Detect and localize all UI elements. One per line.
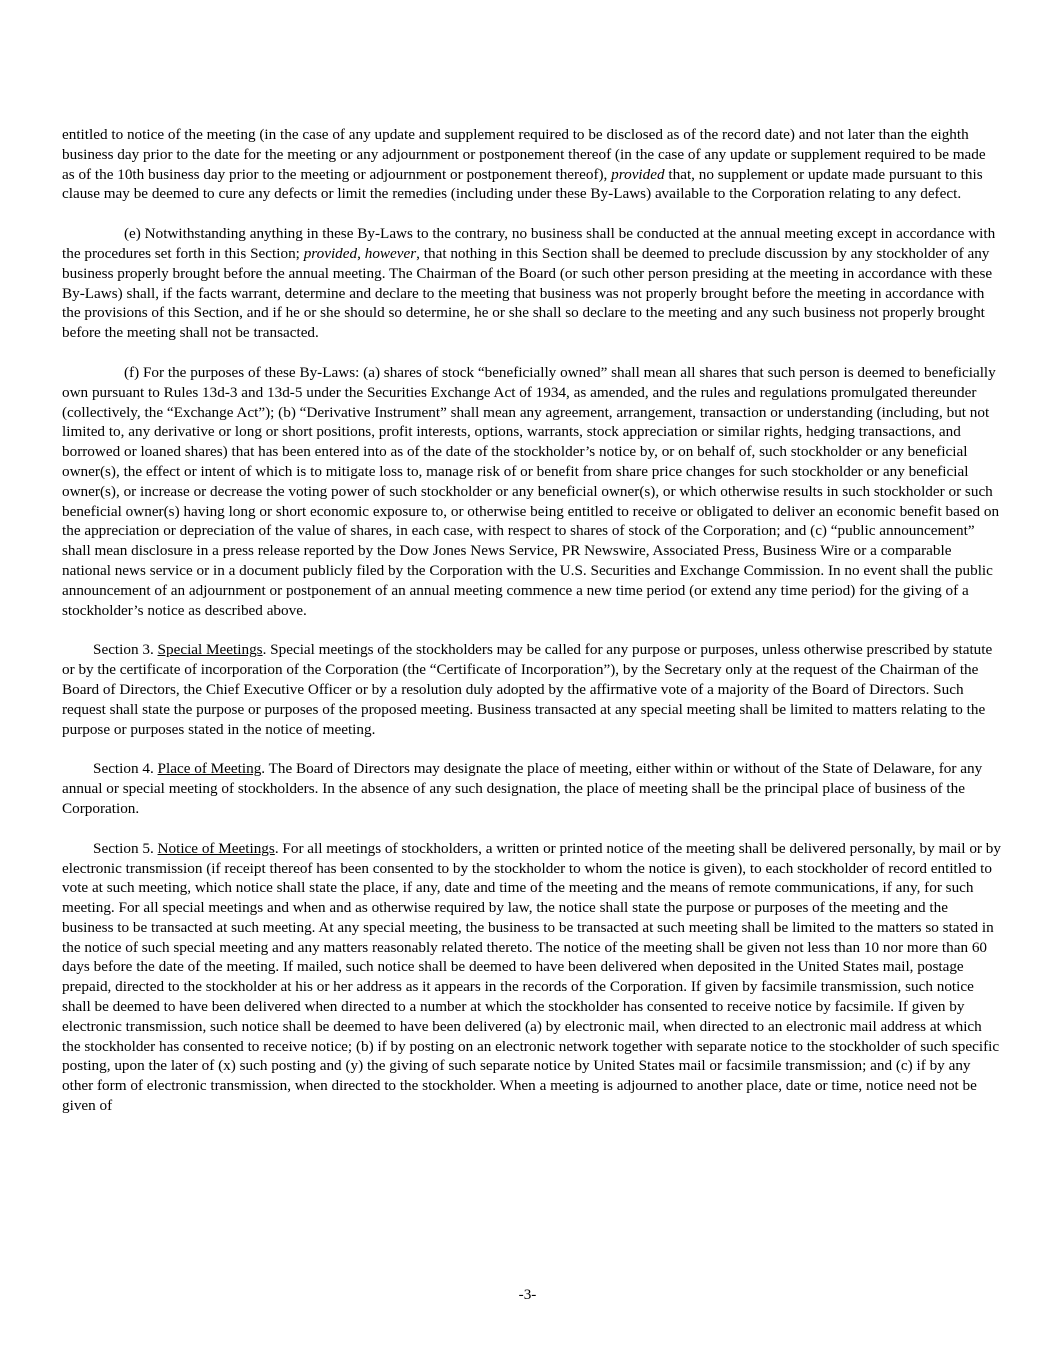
paragraph-text: , that nothing in this Section shall be deemed to preclude discussion by any stockholder of any business properly brought before the annual meeting. The Chairman of the Board (or such other person presiding at the meeting in accordance with these By-Laws) shall, if the facts warrant, determine and declare to the meeting that business was not properly brought before the meeting in accordance with the provisions of this Section, and if he or she should so determine, he or she shall so declare to the meeting and any such business not properly brought before the meeting shall not be transacted. — [62, 244, 993, 342]
section-heading: Notice of Meetings — [157, 839, 275, 857]
section-heading: Place of Meeting — [157, 760, 262, 778]
paragraph-continuation — [62, 125, 1002, 204]
italic-term: provided — [611, 165, 665, 183]
section-5-notice-of-meetings — [62, 839, 1002, 1116]
paragraph-text: . For all meetings of stockholders, a written or printed notice of the meeting shall be delivered personally, by mail or by electronic transmission (if receipt thereof has been consented to by the stockholder to whom the notice is given), to each stockholder of record entitled to vote at such meeting, which notice shall state the place, if any, date and time of the meeting and the means of remote communications, if any, for such meeting. For all special meetings and when and as otherwise required by law, the notice shall state the purpose or purposes of the meeting and the business to be transacted at such meeting. At any special meeting, the business to be transacted at such meeting shall be limited to the matters so stated in the notice of such special meeting and any matters reasonably related thereto. The notice of the meeting shall be given not less than 10 nor more than 60 days before the date of the meeting. If mailed, such notice shall be deemed to have been delivered when deposited in the United States mail, postage prepaid, directed to the stockholder at his or her address as it appears in the records of the Corporation. If given by facsimile transmission, such notice shall be deemed to have been delivered when directed to a number at which the stockholder has consented to receive notice by facsimile. If given by electronic transmission, such notice shall be deemed to have been delivered (a) by electronic mail, when directed to an electronic mail address at which the stockholder has consented to receive notice; (b) if by posting on an electronic network together with separate notice to the stockholder of such specific posting, upon the later of (x) such posting and (y) the giving of such separate notice by United States mail or facsimile transmission; and (c) if by any other form of electronic transmission, when directed to the stockholder. When a meeting is adjourned to another place, date or time, notice need not be given of — [62, 839, 1001, 1115]
paragraph-text: entitled to notice of the meeting (in the case of any update and supplement required to be disclosed as of the record date) and not later than the eighth business day prior to the date for the meeting or any adjournment or postponement thereof (in the case of any update or supplement required to be made as of the 10th business day prior to the meeting or adjournment or postponement thereof), — [62, 126, 986, 183]
paragraph-text: . The Board of Directors may designate the place of meeting, either within or without of the State of Delaware, for any annual or special meeting of stockholders. In the absence of any such designation, the place of meeting shall be the principal place of business of the Corporation. — [62, 760, 983, 817]
paragraph-text: that, no supplement or update made pursuant to this clause may be deemed to cure any defects or limit the remedies (including under these By-Laws) available to the Corporation relating to any defect. — [62, 165, 983, 203]
italic-term: however — [364, 244, 417, 262]
italic-term: provided — [303, 244, 358, 262]
section-3-special-meetings — [62, 640, 1002, 739]
page-number: -3- — [518, 1286, 537, 1303]
paragraph-f — [62, 363, 1002, 620]
section-number: Section 3. — [93, 641, 158, 659]
paragraph-e — [62, 224, 1002, 343]
paragraph-text: (f) For the purposes of these By-Laws: (a) shares of stock “beneficially owned” shall mean all shares that such person is deemed to beneficially own pursuant to Rules 13d-3 and 13d-5 under the Securities Exchange Act of 1934, as amended, and the rules and regulations promulgated thereunder (collectively, the “Exchange Act”); (b) “Derivative Instrument” shall mean any agreement, arrangement, transaction or understanding (including, but not limited to, any derivative or long or short positions, profit interests, options, warrants, stock appreciation or similar rights, hedging transactions, and borrowed or loaned shares) that has been entered into as of the date of the stockholder’s notice by, or on behalf of, such stockholder or any beneficial owner(s), the effect or intent of which is to mitigate loss to, manage risk of or benefit from share price changes for such stockholder or any beneficial owner(s), or increase or decrease the voting power of such stockholder or any beneficial owner(s), or which otherwise results in such stockholder or such beneficial owner(s) having long or short economic exposure to, or otherwise being entitled to receive or obligated to deliver an economic benefit based on the appreciation or depreciation of the value of shares, in each case, with respect to shares of stock of the Corporation; and (c) “public announcement” shall mean disclosure in a press release reported by the Dow Jones News Service, PR Newswire, Associated Press, Business Wire or a comparable national news service or in a document publicly filed by the Corporation with the U.S. Securities and Exchange Commission. In no event shall the public announcement of an adjournment or postponement of an annual meeting commence a new time period (or extend any time period) for the giving of a stockholder’s notice as described above. — [62, 363, 1000, 619]
document-body — [62, 125, 1002, 1136]
section-number: Section 4. — [93, 760, 158, 778]
section-4-place-of-meeting — [62, 759, 1002, 818]
section-heading: Special Meetings — [157, 641, 263, 659]
paragraph-text: , — [357, 244, 365, 262]
paragraph-text: . Special meetings of the stockholders may be called for any purpose or purposes, unless otherwise prescribed by statute or by the certificate of incorporation of the Corporation (the “Certificate of Incorporation”), by the Secretary only at the request of the Chairman of the Board of Directors, the Chief Executive Officer or by a resolution duly adopted by the affirmative vote of a majority of the Board of Directors. Such request shall state the purpose or purposes of the proposed meeting. Business transacted at any special meeting shall be limited to matters relating to the purpose or purposes stated in the notice of meeting. — [62, 641, 993, 738]
paragraph-text: (e) Notwithstanding anything in these By-Laws to the contrary, no business shall be conducted at the annual meeting except in accordance with the procedures set forth in this Section; — [62, 225, 996, 262]
section-number: Section 5. — [93, 839, 158, 857]
